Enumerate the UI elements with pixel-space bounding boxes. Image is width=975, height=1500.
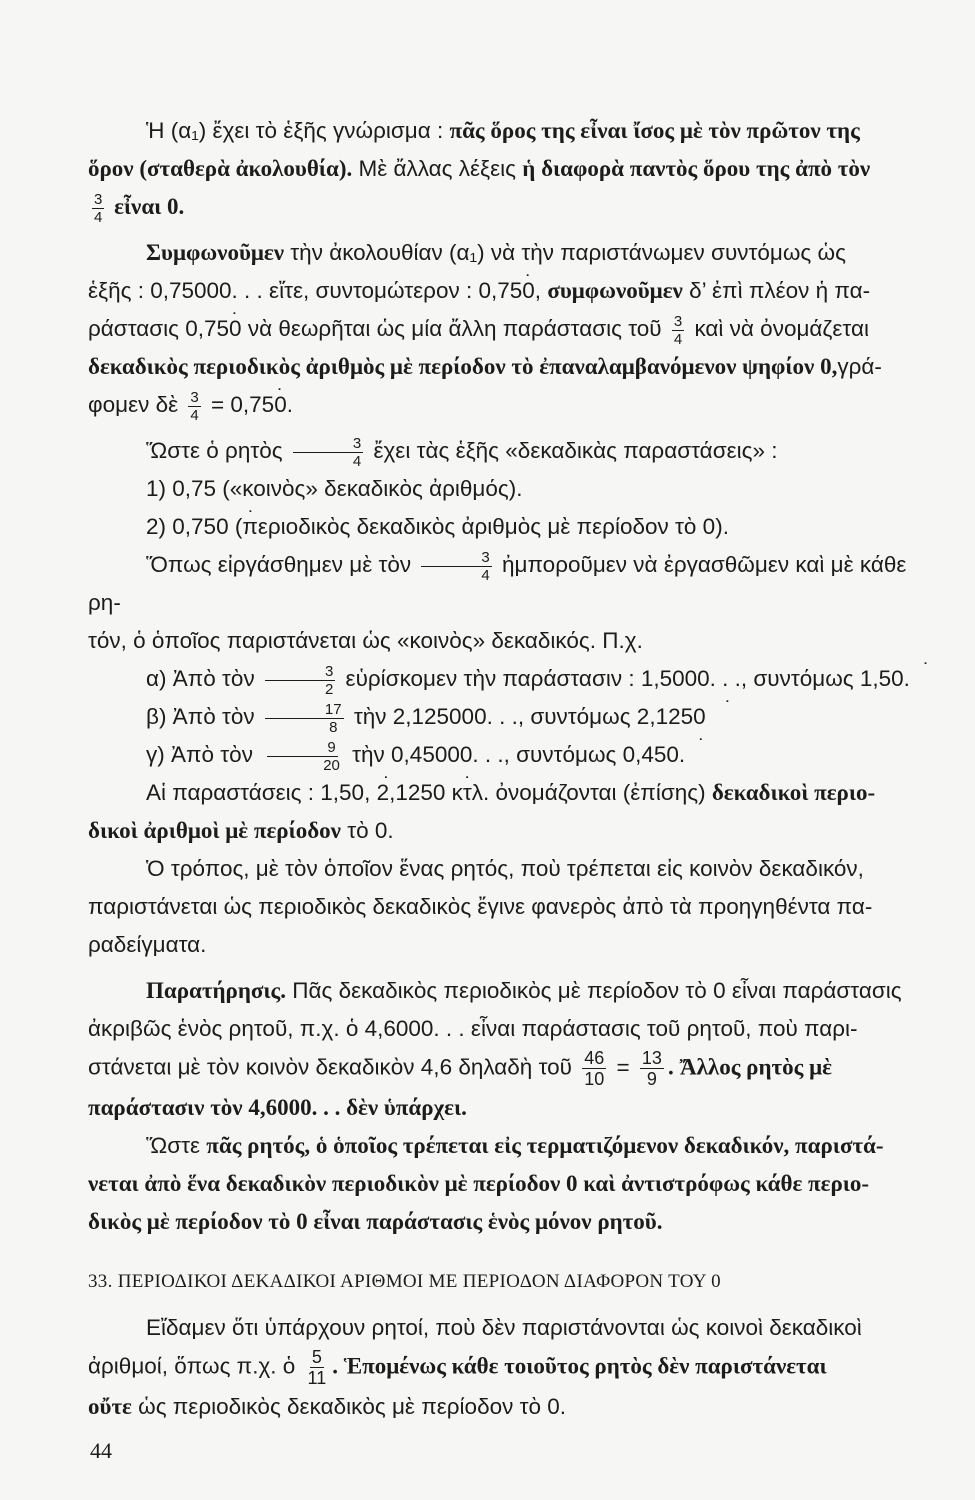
fraction-denominator: 9 bbox=[646, 1069, 657, 1089]
text-run: Μὲ ἄλλας λέξεις bbox=[352, 156, 523, 181]
bold-run: ἡ διαφορὰ παντὸς ὅρου της ἀπὸ τὸν bbox=[522, 156, 871, 181]
text-run: ἔχει τὰς ἑξῆς «δεκαδικὰς παραστάσεις» : bbox=[367, 438, 778, 463]
text-run: . bbox=[678, 742, 686, 767]
text-run: . bbox=[286, 392, 293, 417]
example-line bbox=[88, 660, 933, 698]
paragraph bbox=[88, 234, 933, 272]
fraction-denominator: 8 bbox=[329, 718, 338, 736]
text-run: καὶ νὰ ὀνομάζεται bbox=[688, 316, 869, 341]
fraction-denominator: 4 bbox=[94, 208, 103, 226]
fraction-denominator: 20 bbox=[323, 756, 340, 774]
paragraph bbox=[88, 1309, 933, 1347]
paragraph-line bbox=[88, 1203, 933, 1241]
bold-run: δεκαδικὸς περιοδικὸς ἀριθμὸς μὲ περίοδον τὸ ἐπαναλαμβανόμενον ψηφίον 0, bbox=[88, 354, 838, 379]
fraction-numerator: 17 bbox=[265, 701, 344, 719]
fraction bbox=[293, 435, 363, 470]
fraction-denominator: 4 bbox=[673, 330, 683, 348]
text-run: ὡς περιοδικὸς δεκαδικὸς μὲ περίοδον τὸ 0. bbox=[131, 1394, 567, 1419]
paragraph bbox=[88, 112, 933, 150]
paragraph-line bbox=[88, 812, 933, 850]
paragraph-line bbox=[88, 386, 933, 424]
fraction-numerator: 9 bbox=[267, 739, 337, 757]
paragraph-line bbox=[88, 1089, 933, 1127]
fraction-numerator: 46 bbox=[584, 1048, 605, 1068]
period-digit: 0 ˙ bbox=[229, 316, 242, 341]
text-run: , bbox=[534, 278, 548, 303]
fraction-numerator: 3 bbox=[673, 312, 683, 330]
page-body bbox=[88, 112, 933, 1426]
paragraph bbox=[88, 774, 933, 812]
text-run: παριστάνεται ὡς περιοδικὸς δεκαδικὸς ἔγινε φανερὸς ἀπὸ τὰ προηγηθέντα πα- bbox=[88, 894, 873, 919]
paragraph-line bbox=[88, 188, 933, 226]
paragraph-line bbox=[88, 926, 933, 964]
bold-run: εἶναι 0. bbox=[108, 194, 185, 219]
paragraph-line bbox=[88, 348, 933, 386]
fraction-numerator: 3 bbox=[94, 190, 103, 208]
paragraph-line bbox=[88, 150, 933, 188]
text-run: ραδείγματα. bbox=[88, 932, 207, 957]
text-run: (περιοδικὸς δεκαδικὸς ἀριθμὸς μὲ περίοδον τὸ 0). bbox=[228, 514, 729, 539]
bold-run: συμφωνοῦμεν bbox=[547, 278, 683, 303]
paragraph-line bbox=[88, 1048, 933, 1089]
bold-run: Συμφωνοῦμεν bbox=[146, 240, 285, 265]
period-digit: 0 ˙ bbox=[693, 704, 706, 729]
text-run: ἀκριβῶς ἑνὸς ρητοῦ, π.χ. ὁ 4,6000. . . εἶναι παράστασις τοῦ ρητοῦ, ποὺ παρι- bbox=[88, 1016, 858, 1041]
paragraph-line bbox=[88, 1010, 933, 1048]
fraction-numerator: 3 bbox=[421, 549, 491, 567]
text-run: ράστασις 0,75 bbox=[88, 316, 230, 341]
text-run: 1) 0,75 («κοινὸς» δεκαδικὸς ἀριθμός). bbox=[146, 476, 523, 501]
fraction-denominator: 4 bbox=[190, 406, 199, 424]
fraction-denominator: 4 bbox=[481, 566, 490, 584]
text-run: α) Ἀπὸ τὸν bbox=[146, 666, 261, 691]
text-run: εὑρίσκομεν τὴν παράστασιν : 1,5000. . ., συντόμως 1,5 bbox=[339, 666, 892, 691]
fraction bbox=[306, 1347, 329, 1388]
bold-run: παράστασιν τὸν 4,6000. . . δὲν ὑπάρχει. bbox=[88, 1095, 467, 1120]
fraction bbox=[640, 1048, 664, 1089]
bold-run: . Ἑπομένως κάθε τοιοῦτος ρητὸς δὲν παριστάνεται bbox=[332, 1353, 827, 1379]
period-digit: 0 ˙ bbox=[352, 780, 365, 805]
paragraph-line bbox=[88, 888, 933, 926]
text-run: νὰ θεωρῆται ὡς μία ἄλλη παράστασις τοῦ bbox=[241, 316, 668, 341]
text-run: Ὥστε bbox=[146, 1133, 207, 1158]
text-run: τὴν 0,45000. . ., συντόμως 0,45 bbox=[345, 742, 667, 767]
text-run: , 2,125 bbox=[364, 780, 433, 805]
bold-run: δικὸς μὲ περίοδον τὸ 0 εἶναι παράστασις ἑνὸς μόνον ρητοῦ. bbox=[88, 1209, 663, 1234]
paragraph-line bbox=[88, 272, 933, 310]
paragraph bbox=[88, 432, 933, 470]
bold-run: οὔτε bbox=[88, 1394, 132, 1419]
text-run: ἑξῆς : 0,75000. . . εἴτε, συντομώτερον : 0,75 bbox=[88, 278, 523, 303]
fraction bbox=[582, 1048, 606, 1089]
period-digit: 0 ˙ bbox=[216, 514, 229, 539]
fraction bbox=[92, 191, 104, 226]
bold-run: δικοὶ ἀριθμοὶ μὲ περίοδον bbox=[88, 818, 341, 843]
text-run: Πᾶς δεκαδικὸς περιοδικὸς μὲ περίοδον τὸ 0 εἶναι παράστασις bbox=[286, 978, 902, 1003]
text-run: στάνεται μὲ τὸν κοινὸν δεκαδικὸν 4,6 δηλαδὴ τοῦ bbox=[88, 1054, 579, 1080]
period-digit: 0 ˙ bbox=[891, 666, 904, 691]
paragraph bbox=[88, 1127, 933, 1165]
text-run: γ) Ἀπὸ τὸν bbox=[146, 742, 260, 767]
paragraph-line bbox=[88, 622, 933, 660]
paragraph bbox=[88, 972, 933, 1010]
text-run: τὸ 0. bbox=[340, 818, 394, 843]
fraction bbox=[265, 701, 344, 736]
fraction-numerator: 3 bbox=[293, 435, 363, 453]
fraction-numerator: 3 bbox=[190, 388, 199, 406]
period-digit: 0 ˙ bbox=[522, 278, 535, 303]
bold-run: ὅρον (σταθερὰ ἀκολουθία). bbox=[88, 156, 353, 181]
section-heading: 33. ΠΕΡΙΟΔΙΚΟΙ ΔΕΚΑΔΙΚΟΙ ΑΡΙΘΜΟΙ ΜΕ ΠΕΡΙΟΔΟΝ ΔΙΑΦΟΡΟΝ ΤΟΥ 0 bbox=[88, 1271, 721, 1292]
text-run: Ὥστε ὁ ρητὸς bbox=[146, 438, 289, 463]
text-run: ἀριθμοί, ὅπως π.χ. ὁ bbox=[88, 1353, 302, 1379]
text-run: 2) 0,75 bbox=[146, 514, 217, 539]
text-run: = 0,75 bbox=[204, 392, 275, 417]
text-run: β) Ἀπὸ τὸν bbox=[146, 704, 261, 729]
fraction-numerator: 13 bbox=[641, 1048, 662, 1068]
period-digit: 0 ˙ bbox=[433, 780, 446, 805]
paragraph-line bbox=[88, 310, 933, 348]
bold-run: Παρατήρησις. bbox=[146, 978, 286, 1003]
paragraph bbox=[88, 850, 933, 888]
text-run: Ὁ τρόπος, μὲ τὸν ὁποῖον ἕνας ρητός, ποὺ τρέπεται εἰς κοινὸν δεκαδικόν, bbox=[146, 856, 864, 881]
fraction-numerator: 5 bbox=[311, 1347, 322, 1367]
text-run: Αἱ παραστάσεις : 1,5 bbox=[146, 780, 352, 805]
text-run: Εἴδαμεν ὅτι ὑπάρχουν ρητοί, ποὺ δὲν παριστάνονται ὡς κοινοὶ δεκαδικοὶ bbox=[146, 1315, 862, 1340]
text-run: ἠμποροῦμεν νὰ ἐργασθῶμεν καὶ μὲ κάθε ρη- bbox=[88, 552, 907, 615]
bold-run: δεκαδικοὶ περιο- bbox=[711, 780, 876, 805]
paragraph bbox=[88, 546, 933, 622]
text-run: τὴν 2,125000. . ., συντόμως 2,125 bbox=[347, 704, 694, 729]
fraction-denominator: 11 bbox=[307, 1368, 327, 1388]
fraction-denominator: 4 bbox=[352, 452, 362, 470]
period-digit: 0 ˙ bbox=[274, 392, 287, 417]
text-run: κτλ. ὀνομάζονται (ἐπίσης) bbox=[445, 780, 712, 805]
fraction bbox=[672, 313, 684, 348]
example-line bbox=[88, 698, 933, 736]
fraction-denominator: 2 bbox=[324, 680, 334, 698]
period-digit: 0 ˙ bbox=[666, 742, 679, 767]
fraction-numerator: 3 bbox=[265, 663, 335, 681]
fraction-denominator: 10 bbox=[584, 1069, 605, 1089]
paragraph-line bbox=[88, 1165, 933, 1203]
paragraph-line bbox=[88, 1388, 933, 1426]
text-run: Ἡ (α₁) ἔχει τὸ ἑξῆς γνώρισμα : bbox=[146, 118, 450, 143]
text-run: φομεν δὲ bbox=[88, 392, 185, 417]
paragraph-line bbox=[88, 1347, 933, 1388]
bold-run: νεται ἀπὸ ἕνα δεκαδικὸν περιοδικὸν μὲ περίοδον 0 καὶ ἀντιστρόφως κάθε περιο- bbox=[88, 1171, 870, 1196]
example-line bbox=[88, 736, 933, 774]
fraction bbox=[265, 663, 335, 698]
text-run: = bbox=[610, 1054, 636, 1080]
text-run: γρά- bbox=[837, 354, 882, 379]
list-item bbox=[88, 508, 933, 546]
fraction bbox=[188, 389, 200, 424]
text-run: . bbox=[903, 666, 910, 691]
fraction bbox=[421, 549, 491, 584]
text-run: τόν, ὁ ὁποῖος παριστάνεται ὡς «κοινὸς» δεκαδικός. Π.χ. bbox=[88, 628, 643, 653]
text-run: δ’ ἐπὶ πλέον ἡ πα- bbox=[682, 278, 871, 303]
text-run: τὴν ἀκολουθίαν (α₁) νὰ τὴν παριστάνωμεν συντόμως ὡς bbox=[284, 240, 846, 265]
page-number: 44 bbox=[90, 1438, 112, 1463]
bold-run: . Ἄλλος ρητὸς μὲ bbox=[667, 1054, 832, 1080]
text-run: Ὅπως εἰργάσθημεν μὲ τὸν bbox=[146, 552, 418, 577]
bold-run: πᾶς ρητός, ὁ ὁποῖος τρέπεται εἰς τερματιζόμενον δεκαδικόν, παριστά- bbox=[206, 1133, 884, 1158]
bold-run: πᾶς ὅρος της εἶναι ἴσος μὲ τὸν πρῶτον της bbox=[449, 118, 860, 143]
